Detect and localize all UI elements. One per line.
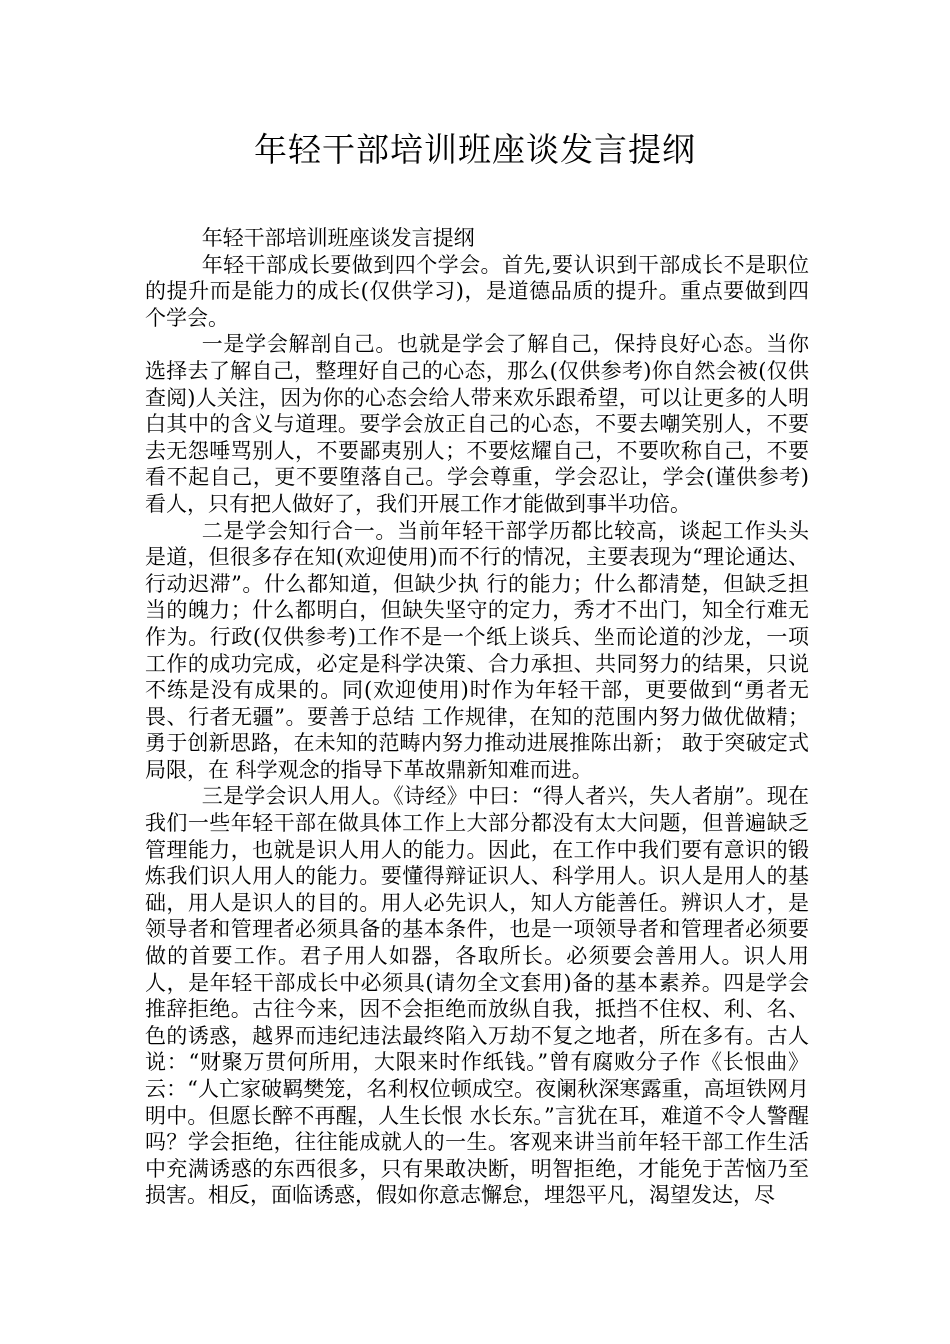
paragraph-point-three: 三是学会识人用人。《诗经》中曰：“得人者兴，失人者崩”。现在我们一些年轻干部在做具体工作上大部分都没有太大问题，但普遍缺乏管理能力，也就是识人用人的能力。因此，在工作中我们要有意识的锻炼我们识人用人的能力。要懂得辩证识人、科学用人。识人是用人的基础，用人是识人的目的。用人必先识人，知人方能善任。辨识人才，是领导者和管理者必须具备的基本条件，也是一项领导者和管理者必须要做的首要工作。君子用人如器，各取所长。必须要会善用人。识人用人，是年轻干部成长中必须具(请勿全文套用)备的基本素养。四是学会推辞拒绝。古往今来，因不会拒绝而放纵自我，抵挡不住权、利、名、 色的诱惑，越界而违纪违法最终陷入万劫不复之地者，所在多有。古人说：“财聚万贯何所用，大限来时作纸钱。”曾有腐败分子作《长恨曲》云：“人亡家破羁樊笼，名利权位顿成空。夜阑秋深寒露重，高垣铁网月明中。但愿长醉不再醒，人生长恨 水长东。”言犹在耳，难道不令人警醒吗？学会拒绝，往往能成就人的一生。客观来讲当前年轻干部工作生活中充满诱惑的东西很多，只有果敢决断，明智拒绝，才能免于苦恼乃至损害。相反，面临诱惑，假如你意志懈怠，埋怨平凡，渴望发达，尽 (145, 784, 809, 1208)
paragraph-point-one: 一是学会解剖自己。也就是学会了解自己，保持良好心态。当你选择去了解自己，整理好自己的心态，那么(仅供参考)你自然会被(仅供查阅)人关注，因为你的心态会给人带来欢乐跟希望，可以让更多的人明白其中的含义与道理。要学会放正自己的心态，不要去嘲笑别人，不要去无怨唾骂别人，不要鄙夷别人；不要炫耀自己，不要吹称自己，不要看不起自己，更不要堕落自己。学会尊重，学会忍让，学会(谨供参考)看人，只有把人做好了，我们开展工作才能做到事半功倍。 (145, 332, 809, 516)
paragraph-point-two: 二是学会知行合一。当前年轻干部学历都比较高，谈起工作头头是道，但很多存在知(欢迎使用)而不行的情况，主要表现为“理论通达、行动迟滞”。什么都知道，但缺少执 行的能力；什么都清楚，但缺乏担当的魄力；什么都明白，但缺失坚守的定力，秀才不出门，知全行难无作为。行政(仅供参考)工作不是一个纸上谈兵、坐而论道的沙龙，一项工作的成功完成，必定是科学决策、合力承担、共同努力的结果，只说不练是没有成果的。同(欢迎使用)时作为年轻干部，更要做到“勇者无畏、行者无疆”。要善于总结 工作规律，在知的范围内努力做优做精；勇于创新思路，在未知的范畴内努力推动进展推陈出新； 敢于突破定式局限，在 科学观念的指导下革故鼎新知难而进。 (145, 518, 809, 782)
document-title: 年轻干部培训班座谈发言提纲 (254, 130, 696, 169)
body-subheading: 年轻干部培训班座谈发言提纲 (201, 226, 475, 250)
paragraph-intro: 年轻干部成长要做到四个学会。首先,要认识到干部成长不是职位的提升而是能力的成长(仅供学习)，是道德品质的提升。重点要做到四个学会。 (145, 252, 809, 330)
document-body (145, 225, 809, 1209)
